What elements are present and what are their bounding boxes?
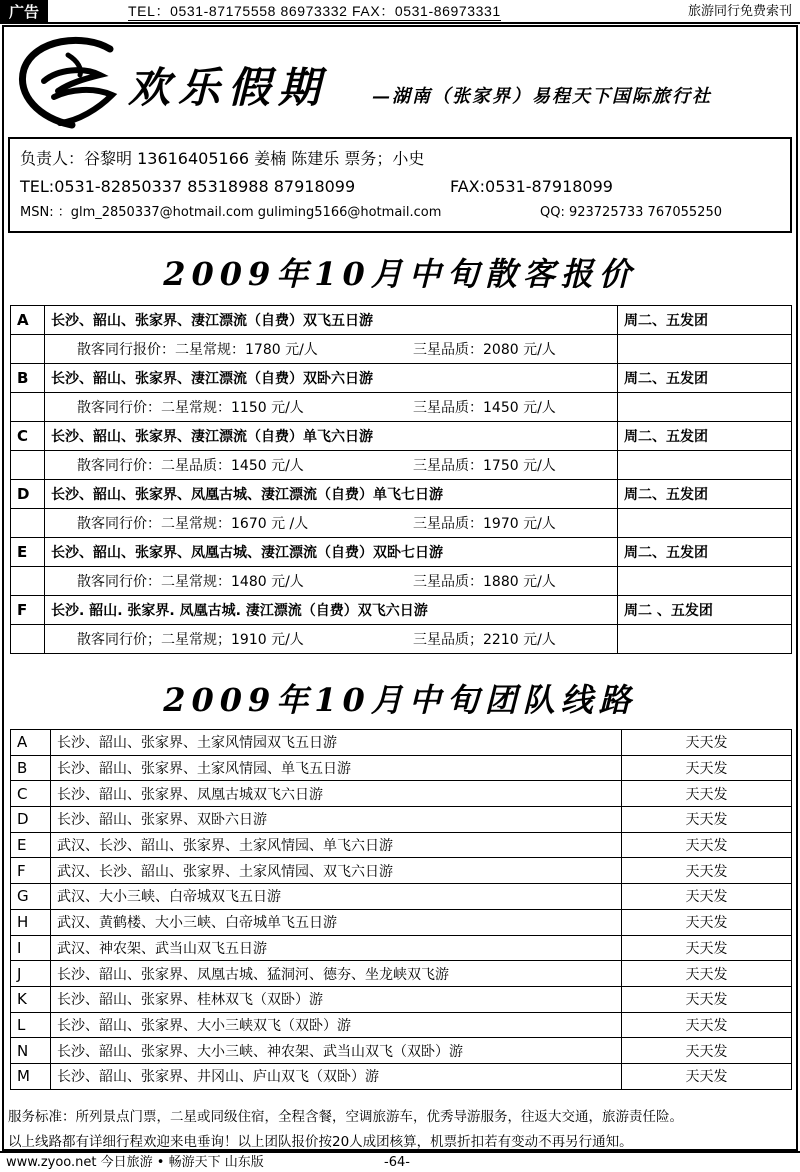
ad-frame — [2, 25, 798, 1151]
price-cell — [45, 625, 618, 654]
departure-schedule: 天天发 — [622, 909, 792, 935]
route-name: 长沙、韶山、张家界、凤凰古城双飞六日游 — [51, 781, 622, 807]
contact-qq: QQ: 923725733 767055250 — [540, 205, 722, 220]
empty-cell — [11, 567, 45, 596]
top-right-text: 旅游同行免费索刊 — [687, 4, 792, 19]
two-star-price: 散客同行价；二星常规；1910 元/人 — [77, 632, 304, 648]
route-name: 武汉、大小三峡、白帝城双飞五日游 — [51, 884, 622, 910]
route-name: 武汉、黄鹤楼、大小三峡、白帝城单飞五日游 — [51, 909, 622, 935]
route-code: E — [11, 832, 51, 858]
route-code: C — [11, 422, 45, 451]
route-name: 武汉、神农架、武当山双飞五日游 — [51, 935, 622, 961]
page-number: -64- — [384, 1155, 410, 1170]
contact-fax: FAX:0531-87918099 — [450, 177, 613, 196]
price-cell — [45, 393, 618, 422]
rate-route-row — [11, 422, 792, 451]
route-code: N — [11, 1038, 51, 1064]
contact-phones — [20, 173, 780, 201]
rate-table — [10, 305, 792, 654]
route-code: G — [11, 884, 51, 910]
price-cell — [45, 335, 618, 364]
departure-schedule: 天天发 — [622, 858, 792, 884]
departure-schedule: 天天发 — [622, 807, 792, 833]
empty-cell — [11, 509, 45, 538]
empty-cell — [11, 335, 45, 364]
departure-schedule: 周二、五发团 — [618, 422, 792, 451]
service-notes — [8, 1105, 798, 1155]
logo-area — [4, 27, 796, 137]
rate-price-row — [11, 567, 792, 596]
route-name: 长沙、韶山、张家界、大小三峡、神农架、武当山双飞（双卧）游 — [51, 1038, 622, 1064]
empty-cell — [11, 625, 45, 654]
three-star-price: 三星品质：1880 元/人 — [413, 574, 556, 590]
rate-price-row — [11, 335, 792, 364]
rate-route-row — [11, 364, 792, 393]
group-route-row — [11, 858, 792, 884]
departure-schedule: 天天发 — [622, 1063, 792, 1089]
group-route-row — [11, 961, 792, 987]
three-star-price: 三星品质：2080 元/人 — [413, 342, 556, 358]
group-section-title: 2009年10月中旬团队线路 — [163, 681, 637, 719]
top-strip — [0, 0, 800, 24]
brand-name: 欢乐假期 — [128, 63, 329, 112]
rate-route-row — [11, 306, 792, 335]
departure-schedule: 天天发 — [622, 730, 792, 756]
logo-icon — [14, 35, 124, 133]
departure-schedule: 周二、五发团 — [618, 364, 792, 393]
departure-schedule: 天天发 — [622, 986, 792, 1012]
rate-price-row — [11, 509, 792, 538]
route-code: C — [11, 781, 51, 807]
departure-schedule: 周二、五发团 — [618, 538, 792, 567]
footer — [0, 1151, 800, 1172]
group-route-row — [11, 730, 792, 756]
two-star-price: 散客同行价：二星常规：1670 元 /人 — [77, 516, 309, 532]
departure-schedule: 天天发 — [622, 832, 792, 858]
price-cell — [45, 451, 618, 480]
route-code: F — [11, 596, 45, 625]
group-table — [10, 729, 792, 1090]
two-star-price: 散客同行价：二星常规：1150 元/人 — [77, 400, 304, 416]
rate-price-row — [11, 625, 792, 654]
contact-persons: 负责人：谷黎明 13616405166 姜楠 陈建乐 票务；小史 — [20, 149, 425, 168]
route-code: M — [11, 1063, 51, 1089]
two-star-price: 散客同行报价：二星常规：1780 元/人 — [77, 342, 318, 358]
route-name: 长沙、韶山、张家界、淒江漂流（自费）双飞五日游 — [45, 306, 618, 335]
route-name: 长沙、韶山、张家界、井冈山、庐山双飞（双卧）游 — [51, 1063, 622, 1089]
inquiry-note: 以上线路都有详细行程欢迎来电垂询！以上团队报价按20人成团核算，机票折扣若有变动不再另行通知。 — [8, 1134, 633, 1150]
route-name: 长沙. 韶山. 张家界. 凤凰古城. 淒江漂流（自费）双飞六日游 — [45, 596, 618, 625]
rate-price-row — [11, 451, 792, 480]
group-route-row — [11, 909, 792, 935]
service-standard: 服务标准：所列景点门票，二星或同级住宿，全程含餐，空调旅游车，优秀导游服务，往返大交通，旅游责任险。 — [8, 1109, 683, 1125]
group-route-row — [11, 1038, 792, 1064]
rate-route-row — [11, 596, 792, 625]
route-code: D — [11, 480, 45, 509]
group-route-row — [11, 807, 792, 833]
empty-cell — [618, 625, 792, 654]
brand-subtitle: —湖南（张家界）易程天下国际旅行社 — [372, 86, 712, 107]
rate-section-title: 2009年10月中旬散客报价 — [163, 255, 637, 293]
route-code: D — [11, 807, 51, 833]
route-code: I — [11, 935, 51, 961]
group-route-row — [11, 935, 792, 961]
route-code: E — [11, 538, 45, 567]
route-name: 长沙、韶山、张家界、土家风情园双飞五日游 — [51, 730, 622, 756]
route-name: 长沙、韶山、张家界、大小三峡双飞（双卧）游 — [51, 1012, 622, 1038]
departure-schedule: 天天发 — [622, 1012, 792, 1038]
route-name: 长沙、韶山、张家界、淒江漂流（自费）双卧六日游 — [45, 364, 618, 393]
departure-schedule: 天天发 — [622, 781, 792, 807]
rate-route-row — [11, 480, 792, 509]
route-code: J — [11, 961, 51, 987]
rate-price-row — [11, 393, 792, 422]
route-code: F — [11, 858, 51, 884]
route-name: 武汉、长沙、韶山、张家界、土家风情园、单飞六日游 — [51, 832, 622, 858]
route-name: 长沙、韶山、张家界、凤凰古城、淒江漂流（自费）双卧七日游 — [45, 538, 618, 567]
contacts-box — [8, 137, 792, 233]
route-name: 长沙、韶山、张家界、凤凰古城、淒江漂流（自费）单飞七日游 — [45, 480, 618, 509]
two-star-price: 散客同行价：二星常规：1480 元/人 — [77, 574, 304, 590]
route-code: B — [11, 364, 45, 393]
three-star-price: 三星品质：1970 元/人 — [413, 516, 556, 532]
empty-cell — [618, 393, 792, 422]
price-cell — [45, 509, 618, 538]
group-route-row — [11, 1063, 792, 1089]
departure-schedule: 天天发 — [622, 884, 792, 910]
contact-online — [20, 201, 780, 225]
route-code: A — [11, 730, 51, 756]
departure-schedule: 天天发 — [622, 935, 792, 961]
footer-site: www.zyoo.net 今日旅游 • 畅游天下 山东版 — [6, 1155, 264, 1170]
empty-cell — [618, 335, 792, 364]
group-route-row — [11, 832, 792, 858]
route-name: 长沙、韶山、张家界、桂林双飞（双卧）游 — [51, 986, 622, 1012]
three-star-price: 三星品质：1750 元/人 — [413, 458, 556, 474]
route-code: H — [11, 909, 51, 935]
group-route-row — [11, 755, 792, 781]
contact-msn: MSN: ：glm_2850337@hotmail.com guliming5166@hotmail.com — [20, 205, 442, 220]
top-divider — [0, 22, 800, 24]
route-code: L — [11, 1012, 51, 1038]
route-code: A — [11, 306, 45, 335]
three-star-price: 三星品质；2210 元/人 — [413, 632, 556, 648]
empty-cell — [11, 451, 45, 480]
departure-schedule: 周二 、五发团 — [618, 596, 792, 625]
route-name: 长沙、韶山、张家界、双卧六日游 — [51, 807, 622, 833]
group-route-row — [11, 884, 792, 910]
empty-cell — [618, 451, 792, 480]
group-route-row — [11, 1012, 792, 1038]
departure-schedule: 天天发 — [622, 755, 792, 781]
route-name: 长沙、韶山、张家界、凤凰古城、猛洞河、德夯、坐龙峡双飞游 — [51, 961, 622, 987]
contact-tel: TEL:0531-82850337 85318988 87918099 — [20, 177, 356, 196]
rate-route-row — [11, 538, 792, 567]
three-star-price: 三星品质：1450 元/人 — [413, 400, 556, 416]
group-route-row — [11, 781, 792, 807]
route-code: K — [11, 986, 51, 1012]
departure-schedule: 周二、五发团 — [618, 480, 792, 509]
departure-schedule: 天天发 — [622, 1038, 792, 1064]
departure-schedule: 周二、五发团 — [618, 306, 792, 335]
route-name: 长沙、韶山、张家界、淒江漂流（自费）单飞六日游 — [45, 422, 618, 451]
departure-schedule: 天天发 — [622, 961, 792, 987]
empty-cell — [11, 393, 45, 422]
empty-cell — [618, 567, 792, 596]
group-route-row — [11, 986, 792, 1012]
route-name: 长沙、韶山、张家界、土家风情园、单飞五日游 — [51, 755, 622, 781]
empty-cell — [618, 509, 792, 538]
route-name: 武汉、长沙、韶山、张家界、土家风情园、双飞六日游 — [51, 858, 622, 884]
price-cell — [45, 567, 618, 596]
route-code: B — [11, 755, 51, 781]
ad-tag: 广告 — [0, 0, 48, 24]
two-star-price: 散客同行价：二星品质：1450 元/人 — [77, 458, 304, 474]
top-contact: TEL：0531-87175558 86973332 FAX：0531-86973331 — [128, 3, 501, 19]
